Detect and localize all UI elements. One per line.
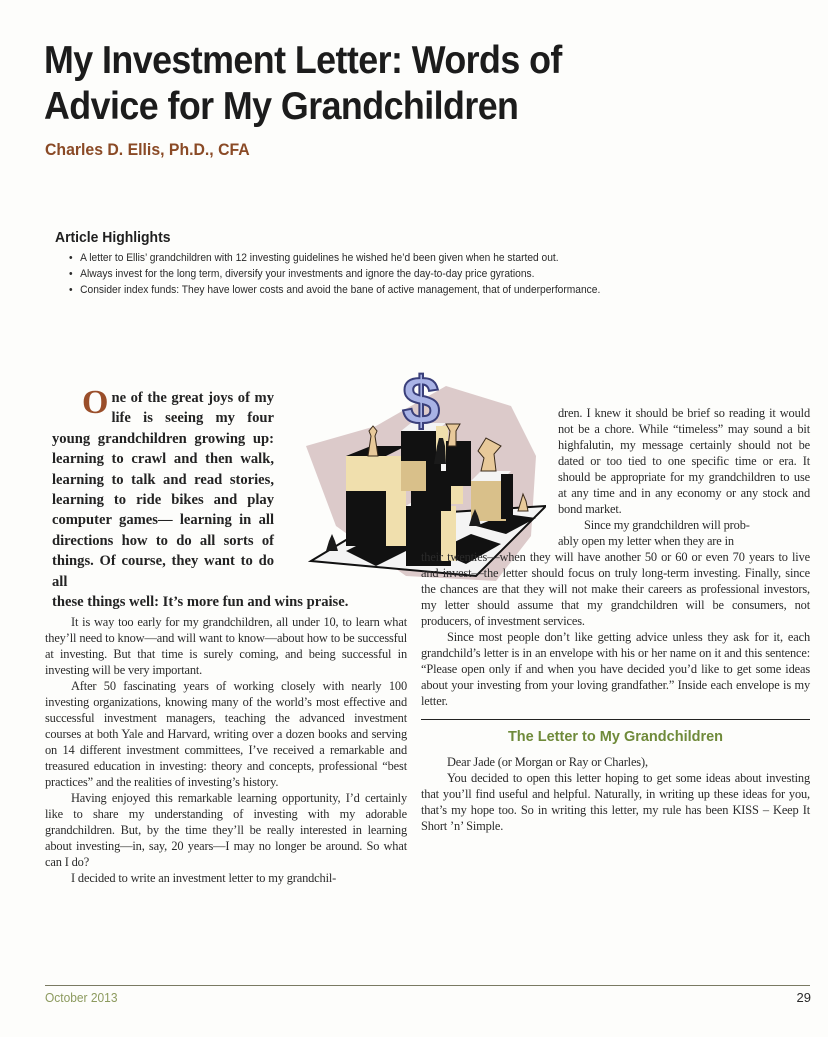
article-highlights <box>55 229 775 298</box>
lead-last-line: these things well: It’s more fun and wins praise. <box>52 594 349 611</box>
section-subheading: The Letter to My Grandchildren <box>507 729 724 745</box>
body-paragraph: Since most people don’t like getting advice unless they ask for it, each grandchild’s letter is in an envelope with his or her name on it and this sentence: “Please open only if and when you have decided you’d like to get some ideas about your investing from your loving grandfather.” Inside each envelope is my letter. <box>421 630 810 708</box>
article-title <box>44 38 714 130</box>
footer-issue-date: October 2013 <box>45 990 118 1005</box>
column-2-top <box>558 405 810 517</box>
lead-paragraph <box>52 384 274 592</box>
body-paragraph: Having enjoyed this remarkable learning opportunity, I’d certainly like to share my understanding of investing with my adorable grandchildren. But, by the time they’ll be really interested in learning about investing—in, say, 20 years—I may no longer be around. So what can I do? <box>45 791 407 870</box>
body-paragraph: dren. I knew it should be brief so reading it would not be a chore. While “timeless” may sound a bit highfalutin, my message certainly should not be dated or too tied to one specific time or era. It should be appropriate for my grandchildren to use at any time and in any economy or any stock and bond market. <box>558 406 810 516</box>
author-byline: Charles D. Ellis, Ph.D., CFA <box>45 140 250 159</box>
highlights-heading: Article Highlights <box>55 229 171 246</box>
highlight-item: • A letter to Ellis’ grandchildren with 12 investing guidelines he wished he’d been given when he started out. <box>69 250 726 266</box>
footer-page-number: 29 <box>796 990 811 1005</box>
column-2-flow <box>421 405 810 834</box>
highlight-item: • Consider index funds: They have lower costs and avoid the bane of active management, that of underperformance. <box>69 282 726 298</box>
body-paragraph: I decided to write an investment letter to my grandchil- <box>71 871 337 886</box>
wrap-line: Since my grandchildren will prob- <box>584 518 750 532</box>
highlight-item: • Always invest for the long term, diversify your investments and ignore the day-to-day price gyrations. <box>69 266 726 282</box>
column-1-flow <box>45 384 407 886</box>
letter-body <box>421 754 810 834</box>
body-paragraph: After 50 fascinating years of working closely with nearly 100 investing organizations, knowing many of the world’s most effective and successful investment managers, teaching the advanced investment courses at both Yale and Harvard, writing over a dozen books and serving on 14 different investment committees, I’ve received a remarkable and treasured education in investing: theory and concepts, professional “best practices” and the realities of investing’s history. <box>45 679 407 790</box>
title-line-2: Advice for My Grandchildren <box>44 85 519 128</box>
letter-paragraph: You decided to open this letter hoping to get some ideas about investing that you’ll find useful and helpful. Naturally, in writing up these ideas for you, that’s my hope too. So in writing this letter, my rule has been KISS – Keep It Short ’n’ Simple. <box>421 771 810 833</box>
column-2-wrap-lines <box>558 517 810 549</box>
wrap-line: ably open my letter when they are in <box>558 534 734 548</box>
highlights-list <box>55 250 775 298</box>
column-1 <box>45 614 407 886</box>
body-paragraph: their twenties—when they will have another 50 or 60 or even 70 years to live and invest—the letter should focus on truly long-term investing. Finally, since the chances are that they will not make their careers as professional investors, my letter should assume that my grandchildren will be consumers, not producers, of investment services. <box>421 550 810 628</box>
lead-text: ne of the great joys of my life is seeing my four young grandchildren growing up: learning to crawl and then walk, learning to talk and read stories, learning to ride bikes and play computer games— learning in all directions how to do all sorts of things. Of course, they want to do all <box>52 390 274 590</box>
drop-cap: O <box>82 384 109 421</box>
title-line-1: My Investment Letter: Words of <box>44 39 562 82</box>
dollar-sign-icon: $ <box>402 363 440 439</box>
column-2 <box>421 549 810 709</box>
section-divider <box>421 719 810 720</box>
footer-divider <box>45 985 810 986</box>
letter-salutation: Dear Jade (or Morgan or Ray or Charles), <box>447 755 648 769</box>
body-paragraph: It is way too early for my grandchildren, all under 10, to learn what they’ll need to know—and will want to know—about how to be successful at investing. But that time is surely coming, and being successful in investing will be very important. <box>45 615 407 678</box>
